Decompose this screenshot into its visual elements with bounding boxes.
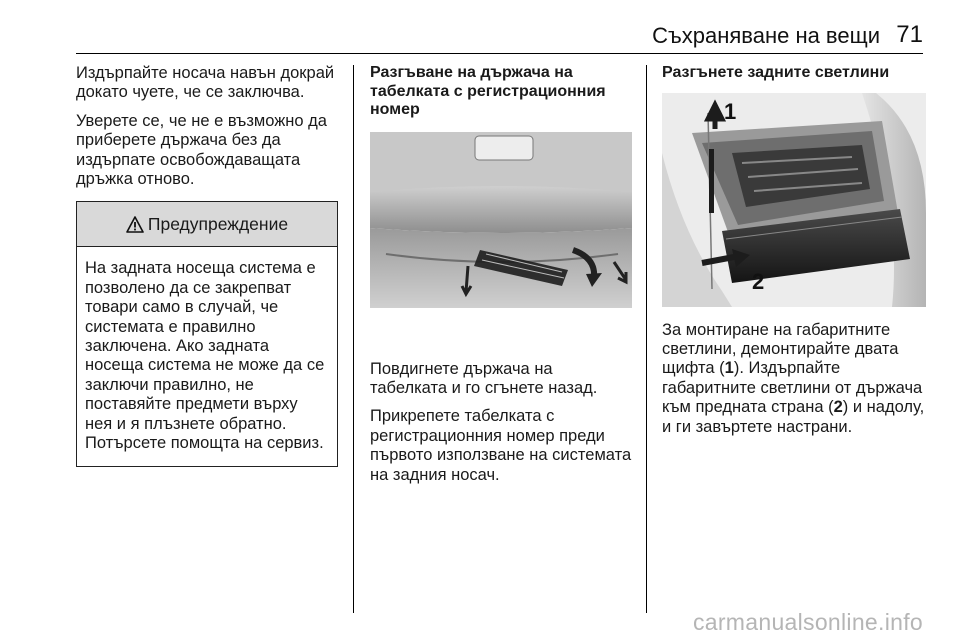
warning-title: Предупреждение (147, 213, 289, 234)
column-2 (370, 64, 634, 494)
reference-number: 1 (724, 359, 734, 378)
reference-number: 2 (833, 398, 843, 417)
page-number: 71 (896, 21, 923, 48)
warning-box (76, 201, 338, 466)
paragraph: Уверете се, че не е възможно да приберете държача без да издърпате освобождаващата дръжка отново. (76, 111, 327, 189)
warning-header (77, 202, 337, 247)
paragraph (662, 321, 926, 437)
section-heading: Разгъване на държача на табелката с регистрационния номер (370, 64, 606, 118)
column-divider-2 (646, 65, 647, 613)
paragraph: Издърпайте носача навън докрай докато чуете, че се заключва. (76, 64, 335, 102)
paragraph: Повдигнете държача на табелката и го сгънете назад. (370, 359, 598, 397)
header-title: Съхраняване на вещи (652, 23, 880, 48)
text-fragment: ) и надолу, и ги завъртете настрани. (662, 398, 925, 436)
license-plate-holder-illustration (370, 132, 632, 346)
header-rule (76, 53, 923, 54)
column-1 (76, 64, 338, 467)
warning-triangle-icon (126, 216, 144, 233)
column-3 (662, 64, 926, 446)
rear-lights-illustration (662, 93, 926, 307)
callout-number-2: 2 (752, 268, 765, 294)
warning-text: На задната носеща система е позволено да се закрепват товари само в случай, че системата е правилно заключена. Ако задната носеща система не може да се заключи правилно, не поставяйте предмети върху нея и я плъзнете обратно. Потърсете помощта на сервиз. (85, 259, 325, 453)
watermark: carmanualsonline.info (692, 609, 923, 635)
section-heading: Разгънете задните светлини (662, 64, 890, 81)
column-divider-1 (353, 65, 354, 613)
text-fragment: ). Издърпайте габаритните светлини от държача към предната страна ( (662, 359, 923, 417)
callout-number-1: 1 (724, 98, 737, 124)
paragraph: Прикрепете табелката с регистрационния номер преди първото използване на системата на задния носач. (370, 407, 632, 484)
text-fragment: За монтиране на габаритните светлини, демонтирайте двата щифта ( (662, 320, 899, 378)
